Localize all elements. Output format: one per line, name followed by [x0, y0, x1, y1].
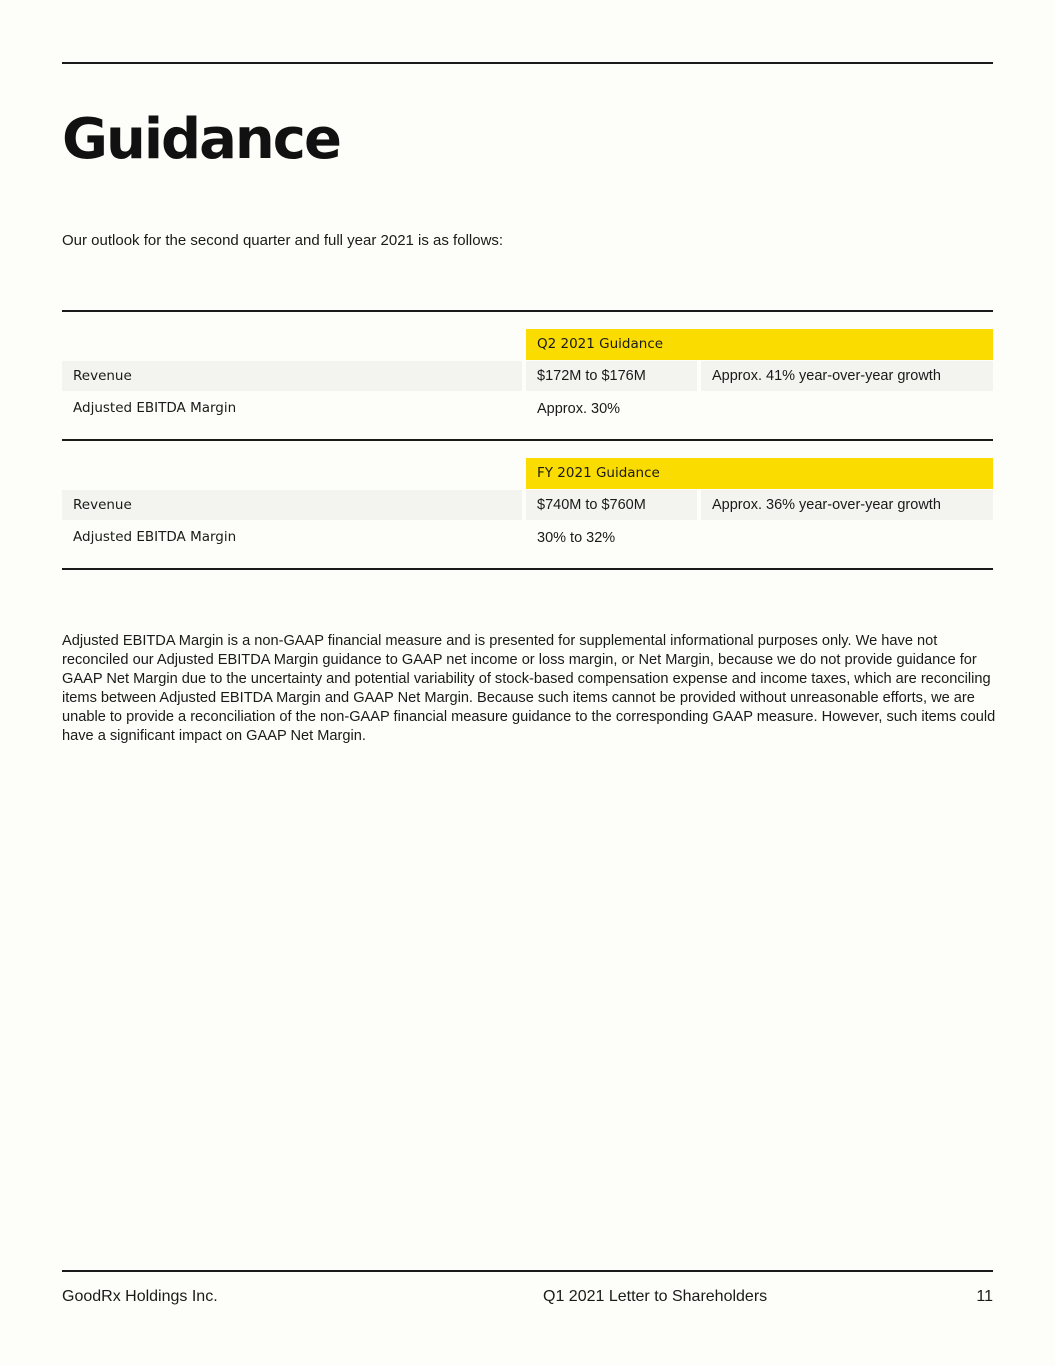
top-rule: [62, 62, 993, 64]
q2-revenue-value: $172M to $176M: [526, 361, 697, 391]
q2-ebitda-value: Approx. 30%: [537, 401, 621, 417]
fy-ebitda-growth: [701, 523, 993, 553]
q2-guidance-header: Q2 2021 Guidance: [526, 329, 993, 360]
footer-document-title: Q1 2021 Letter to Shareholders: [543, 1288, 768, 1305]
q2-ebitda-growth: [701, 394, 993, 424]
fy-ebitda-value: 30% to 32%: [537, 530, 616, 546]
q2-ebitda-label: Adjusted EBITDA Margin: [73, 400, 237, 416]
footer-company: GoodRx Holdings Inc.: [62, 1288, 218, 1305]
fy-ebitda-label: Adjusted EBITDA Margin: [73, 529, 237, 545]
fy-revenue-label: Revenue: [62, 490, 522, 520]
fy-revenue-growth: Approx. 36% year-over-year growth: [701, 490, 993, 520]
footer-rule: [62, 1270, 993, 1272]
fy-guidance-header: FY 2021 Guidance: [526, 458, 993, 489]
footer-page-number: 11: [976, 1288, 993, 1305]
table-middle-rule: [62, 439, 993, 441]
non-gaap-note: Adjusted EBITDA Margin is a non-GAAP financial measure and is presented for supplemental informational purposes only. We have not reconciled our Adjusted EBITDA Margin guidance to GAAP net income or loss margin, or Net Margin, because we do not provide guidance for GAAP Net Margin due to the uncertainty and potential variability of stock-based compensation expense and income taxes, which are reconciling items between Adjusted EBITDA Margin and GAAP Net Margin. Because such items cannot be provided without unreasonable efforts, we are unable to provide a reconciliation of the non-GAAP financial measure guidance to the corresponding GAAP measure. However, such items could have a significant impact on GAAP Net Margin.: [62, 633, 996, 744]
page-title: Guidance: [62, 107, 340, 172]
q2-revenue-growth: Approx. 41% year-over-year growth: [701, 361, 993, 391]
fy-revenue-value: $740M to $760M: [526, 490, 697, 520]
table-bottom-rule: [62, 568, 993, 570]
intro-text: Our outlook for the second quarter and full year 2021 is as follows:: [62, 232, 504, 249]
q2-revenue-label: Revenue: [62, 361, 522, 391]
table-top-rule: [62, 310, 993, 312]
